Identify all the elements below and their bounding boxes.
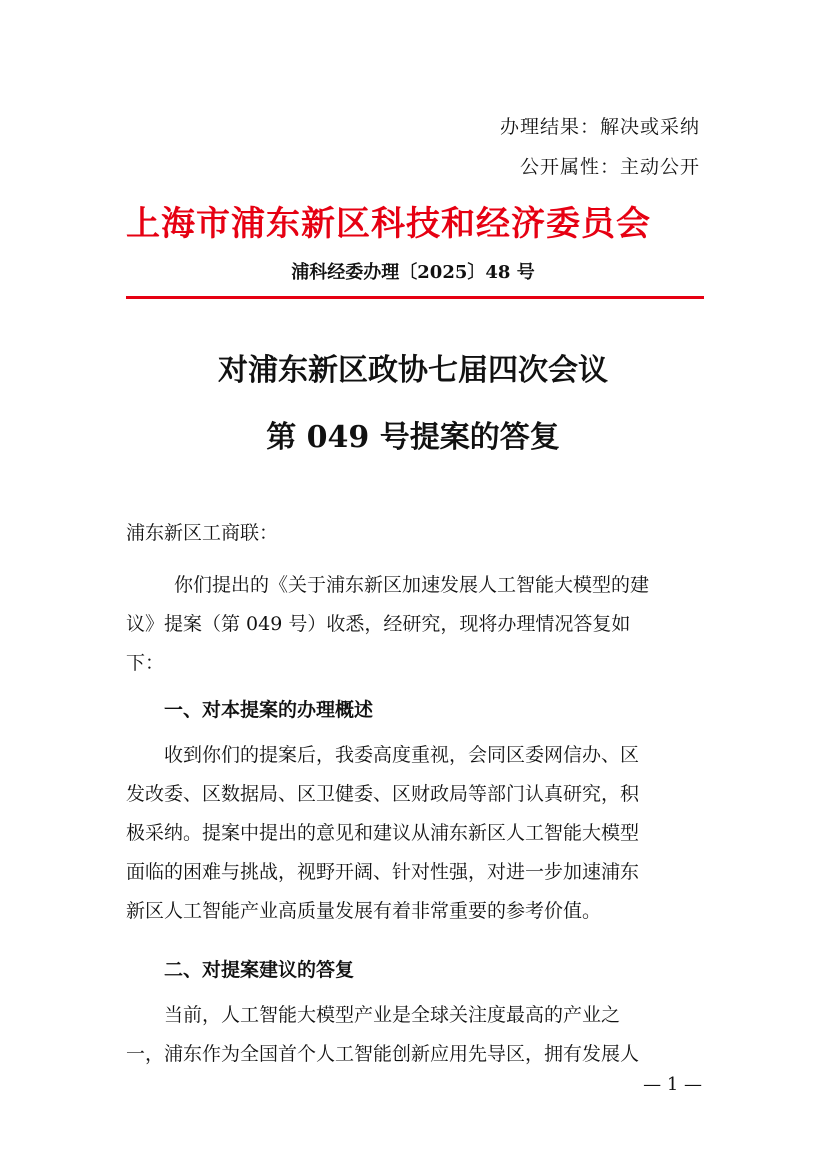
intro-line: 你们提出的《关于浦东新区加速发展人工智能大模型的建 (174, 574, 650, 596)
section2-line: 当前，人工智能大模型产业是全球关注度最高的产业之 (164, 1004, 621, 1026)
section1-line: 极采纳。提案中提出的意见和建议从浦东新区人工智能大模型 (126, 822, 640, 844)
section-heading-2: 二、对提案建议的答复 (164, 959, 355, 981)
section1-line: 收到你们的提案后，我委高度重视，会同区委网信办、区 (164, 744, 640, 766)
section1-line: 新区人工智能产业高质量发展有着非常重要的参考价值。 (126, 900, 602, 922)
salutation: 浦东新区工商联： (126, 522, 279, 544)
section1-line: 面临的困难与挑战，视野开阔、针对性强，对进一步加速浦东 (126, 861, 640, 883)
document-title-line-1: 对浦东新区政协七届四次会议 (218, 353, 608, 388)
section2-line: 一，浦东作为全国首个人工智能创新应用先导区，拥有发展人 (126, 1043, 640, 1065)
section-heading-1: 一、对本提案的办理概述 (164, 699, 374, 721)
page-number: — 1 — (643, 1074, 702, 1095)
document-title-line-2: 第 049 号提案的答复 (266, 420, 560, 455)
intro-line: 下： (126, 652, 165, 674)
handling-result: 办理结果：解决或采纳 (499, 116, 700, 138)
red-divider (126, 296, 704, 299)
org-header: 上海市浦东新区科技和经济委员会 (126, 204, 651, 244)
intro-line: 议》提案（第 049 号）收悉，经研究，现将办理情况答复如 (126, 613, 631, 635)
document-number: 浦科经委办理〔2025〕48 号 (291, 262, 535, 283)
publicity-attribute: 公开属性：主动公开 (519, 156, 700, 178)
section1-line: 发改委、区数据局、区卫健委、区财政局等部门认真研究，积 (126, 783, 640, 805)
